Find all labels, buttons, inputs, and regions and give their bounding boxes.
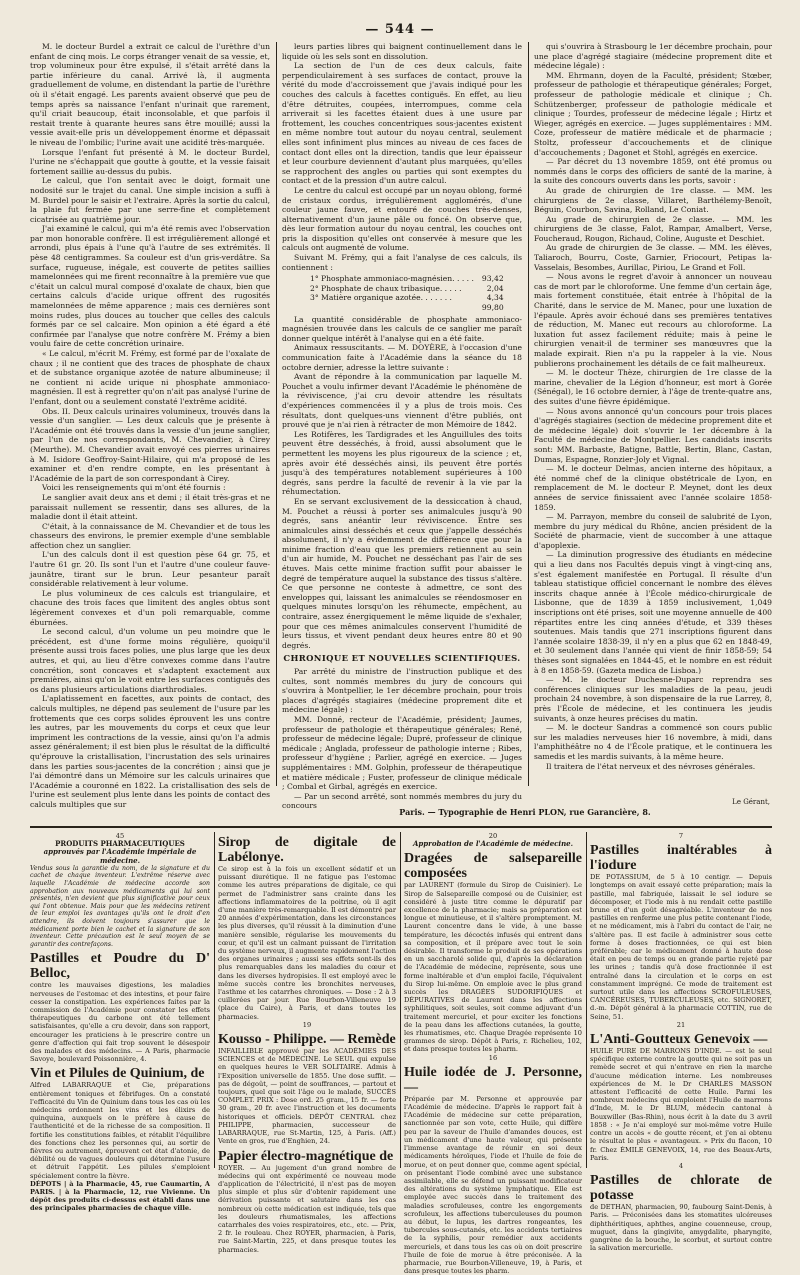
ad-subtitle: approuvés par l'Académie impériale de médecine.: [43, 847, 197, 865]
ad-heading-papier: Papier électro-magnétique de: [218, 1148, 394, 1164]
paragraph: L'un des calculs dont il est question pèse 64 gr. 75, et l'autre 61 gr. 20. Ils sont l'un et l'autre d'une couleur fauve-jaunâtre, tirant sur le brun. Leur pesanteur paraît considérable relativement à leur volume.: [30, 550, 270, 589]
footer-printer: Paris. — Typographie de Henri PLON, rue Garancière, 8.: [399, 807, 651, 817]
ad-number: 7: [678, 832, 684, 840]
paragraph: — M. le docteur Thèze, chirurgien de 1re classe de la marine, chevalier de la Légion d'honneur, est mort à Gorée (Sénégal), le 16 octobre dernier, à l'âge de trente-quatre ans, des suites d'une fièvre épidémique.: [534, 368, 772, 406]
page-number: — 544 —: [365, 22, 435, 37]
paragraph: — Par décret du 13 novembre 1859, ont été promus ou nommés dans le corps des officiers de santé de la marine, à la suite des concours ouverts dans les ports, savoir :: [534, 157, 772, 186]
paragraph: — Par un second arrêté, sont nommés membres du jury du concours: [282, 791, 522, 811]
ad-text-kousso: INFAILLIBLE approuvé par les ACADÉMIES DES SCIENCES et de MÉDECINE. Le SEUL qui expulse en quelques heures le VER SOLITAIRE. Admis à l'Exposition universelle de 1855. Une dose suffit. — pas de dégoût, — point de souffrances, — partout et toujours, quel que soit l'âge ou le malade, SUCCÈS COMPLET. PRIX : Dose ord. 25 gram., 15 fr. — forte 30 gram., 20 fr. avec l'instruction et les documents historiques et officiels. DÉPÔT CENTRAL chez PHILIPPE, pharmacien, successeur de LABARRAQUE, rue St-Martin, 125, à Paris. (Aff.) Vente en gros, rue d'Enghien, 24.: [218, 1047, 396, 1146]
composition-value: 4,34: [486, 293, 504, 303]
paragraph: J'ai examiné le calcul, qui m'a été remis avec l'observation par mon honorable confrère. Il est irrégulièrement allongé et arrondi, plus épais à l'une qu'à l'autre de ses extrémités. Il pèse 48 centigrammes. Sa couleur est d'un gris-verdâtre. Sa surface, rugueuse, inégale, est couverte de petites saillies mamelonnées qui me firent reconnaître à la première vue que c'était un calcul mural composé d'oxalate de chaux, bien que certains calculs d'acide urique offrent des rugosités mamelonnées de même apparence ; mais ces dernières sont moins rudes, plus douces au toucher que celles des calculs formés par ce sel calcaire. Mon opinion a été égard a été confirmée par l'analyse que notre confrère M. Frémy a bien voulu faire de cette concrétion urinaire.: [30, 224, 270, 349]
paragraph: — M. le docteur Sandras a commencé son cours public sur les maladies nerveuses hier 16 novembre, à midi, dans l'amphithéâtre no 4 de l'École pratique, et le continuera les samedis et les mardis suivants, à la même heure.: [534, 723, 772, 761]
paragraph: MM. Ehrmann, doyen de la Faculté, président; Stœber, professeur de pathologie et thérapeutique générales; Forget, professeur de pathologie médicale et clinique ; Ch. Schützenberger, professeur de pathologie médicale et clinique ; Tourdes, professeur de médecine légale ; Hirtz et Wieger, agrégés en exercice. — Juges supplémentaires : MM. Coze, professeur de matière médicale et de pharmacie ; Stoltz, professeur d'accouchements et de clinique d'accouchements ; Dagonet et Stohl, agrégés en exercice.: [534, 70, 772, 157]
ad-divider: [400, 832, 401, 1168]
ad-heading-huile-iodee: Huile iodée de J. Personne, —: [404, 1064, 582, 1095]
composition-value: 93,42: [481, 274, 504, 284]
ad-number: 19: [302, 1020, 312, 1029]
composition-row: [306, 274, 508, 284]
composition-label: 1° Phosphate ammoniaco-magnésien. . . . .: [310, 274, 474, 284]
paragraph: — M. le docteur Duchesne-Duparc reprendra ses conférences cliniques sur les maladies de la peau, jeudi prochain 24 novembre, à son dispensaire de la rue Larrey, 8, près l'École de médecine, et les continuera les jeudis suivants, à onze heures précises du matin.: [534, 675, 772, 723]
composition-value: 2,04: [486, 283, 504, 293]
paragraph: Par arrêté du ministre de l'instruction publique et des cultes, sont nommés membres du jury de concours qui s'ouvrira à Montpellier, le 1er décembre prochain, pour trois places d'agrégés stagiaires (médecine proprement dite et médecine légale) :: [282, 667, 522, 715]
ad-divider: [214, 832, 215, 1168]
paragraph: Suivant M. Frémy, qui a fait l'analyse de ces calculs, ils contiennent :: [282, 253, 522, 272]
paragraph: Obs. II. Deux calculs urinaires volumineux, trouvés dans la vessie d'un sanglier. — Les deux calculs que je présente à l'Académie ont été trouvés dans la vessie d'un jeune sanglier, par l'un de nos correspondants, M. Chevandier, à Cirey (Meurthe). M. Chevandier avait envoyé ces pierres urinaires à M. Isidore Geoffroy-Saint-Hilaire, qui m'a proposé de les examiner et d'en rendre compte, en les présentant à l'Académie de la part de son correspondant à Cirey.: [30, 406, 270, 483]
paragraph: M. le docteur Burdel a extrait ce calcul de l'urèthre d'un enfant de cinq mois. Le corps étranger venait de sa vessie, et, trop volumineux pour être expulsé, il s'était arrêté dans la partie inférieure du canal. Arrivé là, il augmenta graduellement de volume, en distendant la partie de l'urèthre où il s'était engagé. Les parents avaient observé que peu de temps après sa naissance l'enfant n'urinait que rarement, qu'il criait beaucoup, était inconsolable, et que parfois il restait trente à quarante heures sans être mouillé; aussi la vessie avait-elle pris un développement énorme et dépassait le niveau de l'ombilic; l'urine avait une acidité très-marquée.: [30, 42, 270, 147]
footer: [280, 798, 770, 817]
ad-subtitle: Approbation de l'Académie de médecine.: [412, 839, 574, 849]
ad-text-quinium: Alfred LABARRAQUE et Cie, préparations entièrement toniques et fébrifuges. On a constaté l'efficacité du Vin de Quinium dans tous les cas où les médecins ordonnent les vins et les élixirs de quinquina, auxquels on le préfère à cause de l'authenticité et de la richesse de sa composition. Il fortifie les constitutions faibles, et rétablit l'équilibre des fonctions chez les personnes qui, au sortir de fièvres ou autrement, éprouvent cet état d'atonie, de débilité ou de vagues douleurs qui détermine l'usure et détruit l'appétit. Les pilules s'emploient spécialement contre la fièvre.: [30, 1081, 210, 1180]
paragraph: En se servant exclusivement de la dessiccation à chaud, M. Pouchet a réussi à porter ses animalcules jusqu'à 90 degrés, sans anéantir leur réviviscence. Entre ses animalcules ainsi desséchés et ceux que j'appelle desséchés absolument, il n'y a évidemment de différence que pour la minime fraction d'eau que les premiers retiennent au sein d'un air humide, M. Pouchet ne desséchant pas l'air de ses étuves. Mais cette minime fraction suffit pour abaisser le degré de température auquel la substance des tissus s'altère. Ce que personne ne conteste à admettre, ce sont des enveloppes qui, laissant les animalcules se réendosmoser en quelques minutes lorsqu'on les réhumecte, empêchent, au contraire, assez énergiquement le même liquide de s'exhaler, pour que ces mêmes animalcules conservent l'humidité de leurs tissus, et vivent pendant deux heures entre 80 et 90 degrés.: [282, 496, 522, 650]
ad-text: Vendus sous la garantie du nom, de la signature et du cachet de chaque inventeur. L'extrême réserve avec laquelle l'Académie de médecine accorde son approbation aux nouveaux médicaments qui lui sont présentés, n'en devient que plus significative pour ceux qui l'ont obtenue. Mais pour que les médecins retirent de leur emploi les avantages qu'ils ont le droit d'en attendre, ils doivent toujours s'assurer que le médicament porte bien le cachet et la signature de son inventeur. Cette précaution est le seul moyen de se garantir des contrefaçons.: [30, 864, 210, 948]
ad-text-iodure: DE POTASSIUM, de 5 à 10 centigr. — Depuis longtemps on avait essayé cette préparation; mais la pastille, mal fabriquée, laissait le sel iodure se décomposer, et l'iode mis à nu rendait cette pastille brune et d'un goût désagréable. L'inventeur de nos pastilles en renferme une plus petite contenant l'iode, et ne médicament, mis à l'abri du contact de l'air, ne s'altère pas. Il est facile à administrer sous cette forme à doses fractionnées, ce qui est bien préférable; car le médicament donné à haute dose était en peu de temps ou en grande partie rejeté par les urines ; tandis qu'à dose fractionnée il est entraîné dans la circulation et le corps en est constamment imprégné. Ce mode de traitement est surtout utile dans les affections SCROFULEUSES, CANCÉREUSES, TUBERCULEUSES, etc. SIGNORET, d.-m. Dépôt général à la pharmacie COTTIN, rue de Seine, 51.: [590, 873, 772, 1021]
composition-row: [306, 284, 508, 294]
paragraph: qui s'ouvrira à Strasbourg le 1er décembre prochain, pour une place d'agrégé stagiaire (médecine proprement dite et médecine légale) :: [534, 42, 772, 71]
paragraph: — M. Parrayon, membre du conseil de salubrité de Lyon, membre du jury médical du Rhône, ancien président de la Société de pharmacie, vient de succomber à une attaque d'apoplexie.: [534, 512, 772, 550]
composition-row: [306, 293, 508, 303]
ad-heading-dragees: Dragées de salsepareille composées: [404, 851, 582, 882]
ad-text-belloc: contre les mauvaises digestions, les maladies nerveuses de l'estomac et des intestins, et pour faire cesser la constipation. Les expériences faites par la commission de l'Académie pour constater les effets thérapeutiques du carbone ont été tellement satisfaisantes, qu'elle a cru devoir, dans son rapport, encourager les praticiens à le prescrire contre un genre d'affection qui fait trop souvent le désespoir des malades et des médecins. — A Paris, pharmacie Savoye, boulevard Poissonnière, 4.: [30, 981, 210, 1064]
ad-heading-kousso: Kousso - Philippe. — Remède: [218, 1032, 396, 1048]
paragraph: — Nous avons annoncé qu'un concours pour trois places d'agrégés stagiaires (section de médecine proprement dite et de médecine légale) doit s'ouvrir le 1er décembre à la Faculté de médecine de Montpellier. Les candidats inscrits sont: MM. Barbaste, Batigne, Battle, Bertin, Blanc, Castan, Dumas, Espagne, Ronzier-Joly et Vignal.: [534, 406, 772, 464]
ad-heading-anti-goutteux: L'Anti-Goutteux Genevoix —: [590, 1032, 768, 1048]
composition-value: 99,80: [481, 303, 504, 313]
ad-column-2: [218, 832, 396, 1254]
paragraph: — La diminution progressive des étudiants en médecine qui a lieu dans nos Facultés depuis vingt à vingt-cinq ans, s'est également manifestée en Portugal. Il résulte d'un tableau statistique officiel concernant le nombre des élèves inscrits chaque année à l'École médico-chirurgicale de Lisbonne, que de 1839 à 1859 inclusivement, 1,049 inscriptions ont été prises, soit une moyenne annuelle de 400 répartites entre les cinq années d'étude, et 339 thèses soutenues. Mais tandis que 271 inscriptions figurent dans l'année scolaire 1838-39, il n'y en a plus que 62 en 1848-49, et 30 seulement dans l'année qui vient de finir 1858-59; 54 thèses sont signalées en 1844-45, et le nombre en est réduit à 8 en 1858-59. (Gazeta medica de Lisboa.): [534, 550, 772, 675]
paragraph: La quantité considérable de phosphate ammoniaco-magnésien trouvée dans les calculs de ce sanglier me paraît donner quelque intérêt à l'analyse qui en a été faite.: [282, 314, 522, 343]
paragraph: MM. Donné, recteur de l'Académie, président; Jaumes, professeur de pathologie et thérapeutique générales; René, professeur de médecine légale; Dupré, professeur de clinique médicale ; Anglada, professeur de pathologie interne ; Ribes, professeur d'hygiène ; Parlier, agrégé en exercice. — Juges supplémentaires : MM. Golphin, professeur de thérapeutique et matière médicale ; Fuster, professeur de clinique médicale ; Combal et Girbal, agrégés en exercice.: [282, 714, 522, 792]
ad-column-4: [590, 832, 772, 1253]
paragraph: Lorsque l'enfant fut présenté à M. le docteur Burdel, l'urine ne s'échappait que goutte à goutte, et la vessie faisait fortement saillie au-dessus du pubis.: [30, 147, 270, 176]
paragraph: Au grade de chirurgien de 2e classe. — MM. les chirurgiens de 3e classe, Falot, Rampar, Amalbert, Verse, Foucheraud, Rougon, Richaud, Coline, Auguste et Deschiet.: [534, 214, 772, 243]
paragraph: Le second calcul, d'un volume un peu moindre que le précédent, est d'une forme moins régulière, quoiqu'il présente aussi trois faces polies, une plus large que les deux autres, et qui, au lieu d'être convexes comme dans l'autre concrétion, sont concaves et s'adaptent exactement aux premières, ainsi qu'on le voit entre les surfaces contiguës des os dans plusieurs articulations diarthrodiales.: [30, 627, 270, 694]
ad-heading-iodure: Pastilles inaltérables à l'iodure: [590, 843, 772, 874]
paragraph: Au grade de chirurgien de 3e classe. — MM. les élèves, Taliaroch, Bourru, Coste, Garnier, Friocourt, Petipas la-Vasselais, Besombes, Aurillac, Piriou, Le Grand et Foll.: [534, 243, 772, 272]
ad-divider: [586, 832, 587, 1168]
ad-text-papier: ROYER. — Au jugement d'un grand nombre de médecins qui ont expérimenté ce nouveau mode d'application de l'électricité, il n'est pas de moyen plus simple et plus sûr d'obtenir rapidement une dérivation puissante et salutaire dans les cas nombreux où cette médication est indiquée, tels que les douleurs rhumatismales, les affections catarrhales des voies respiratoires, etc., etc. — Prix, 2 fr. le rouleau. Chez ROYER, pharmacien, à Paris, rue Saint-Martin, 225, et dans presque toutes les pharmacies.: [218, 1163, 396, 1254]
column-2: [282, 42, 522, 811]
composition-label: [306, 303, 478, 313]
paragraph: Au grade de chirurgien de 1re classe. — MM. les chirurgiens de 2e classe, Villaret, Barthélemy-Benoît, Béguin, Courbon, Savina, Rolland, Le Coniat.: [534, 185, 772, 215]
paragraph: Voici les renseignements qui m'ont été fournis :: [42, 483, 226, 493]
composition-label: 2° Phosphate de chaux tribasique. . . . .: [310, 283, 462, 293]
column-divider: [528, 42, 529, 786]
column-divider: [276, 42, 277, 786]
paragraph: Les Rotifères, les Tardigrades et les Anguillules des toits peuvent être desséchés, à froid, aussi absolument que le permettent les moyens les plus rigoureux de la science ; et, après avoir été desséchés ainsi, ils peuvent être portés jusqu'à des températures notablement supérieures à 100 degrés, sans perdre la faculté de revenir à la vie par la réhumectation.: [282, 429, 522, 497]
ad-heading-digitale: Sirop de digitale de Labélonye.: [218, 835, 396, 865]
paragraph: La section de l'un de ces deux calculs, faite perpendiculairement à ses surfaces de contact, prouve la vérité du mode d'accroissement que j'avais indiqué pour les couches des calculs à facettes contiguës. En effet, au lieu d'être détruites, coupées, interrompues, comme cela arriverait si les facettes étaient dues à une usure par frottement, les couches concentriques sous-jacentes existent en même nombre tout autour du noyau central, seulement elles sont infiniment plus minces au niveau de ces faces de contact dont elles ont la direction, tandis que leur épaisseur et leur courbure deviennent d'autant plus marquées, qu'elles se rapprochent des angles ou parties qui sont exemptes du contact et de la pression d'un autre calcul.: [282, 61, 522, 186]
paragraph: leurs parties libres qui baignent continuellement dans le liquide où les sels sont en dissolution.: [282, 42, 522, 61]
ad-title: PRODUITS PHARMACEUTIQUES: [55, 839, 185, 849]
paragraph: L'aplatissement en facettes, aux points de contact, des calculs multiples, ne dépend pas seulement de l'usure par les frottements que ces corps solides éprouvent les uns contre les autres, par les mouvements du corps et ceux que leur impriment les contractions de la vessie, ainsi qu'on l'a admis assez généralement; il est bien plus le résultat de la difficulté qu'éprouve la cristallisation, l'incrustation des sels urinaires dans les parties sous-jacentes de la concrétion ; ainsi que je l'ai démontré dans un Mémoire sur les calculs urinaires que l'Académie a couronné en 1822. La cristallisation des sels de l'urine est seulement plus lente dans les points de contact des calculs multiples que sur: [30, 694, 270, 809]
paragraph: — Nous avons le regret d'avoir à annoncer un nouveau cas de mort par le chloroforme. Une femme d'un certain âge, mais fortement constituée, était entrée à l'hôpital de la Charité, dans le service de M. Manec, pour une luxation de l'épaule. Après avoir échoué dans ses premières tentatives de réduction, M. Manec eut recours au chloroforme. La luxation fut assez facilement réduite; mais à peine le chirurgien venait-il de terminer ses manœuvres que la malade expirait. Rien n'a pu la rappeler à la vie. Nous publierons prochainement les détails de ce fait malheureux.: [534, 272, 772, 368]
ad-text-huile-iodee: Préparée par M. Personne et approuvée par l'Académie de médecine. D'après le rapport fait à l'Académie de médecine sur cette préparation, sanctionnée par son vote, cette Huile, qui diffère peu par la saveur de l'huile d'amandes douces, est un médicament d'une haute valeur, qui présente l'immense avantage de réunir en soi deux médicaments héroïques, l'iode et l'huile de foie de morue, et on peut donner que, comme agent spécial, on présentant l'iode combiné avec une substance assimilable, elle se défend un puissant modificateur des altérations du système lymphatique. Elle est employée avec succès dans le traitement des maladies scrofuleuses, contre les engorgements scrofuleux, les affections tuberculeuses du poumon au début, le lupus, les dartres rongeantes, les tubercules sous-cutanés, etc. les accidents tertiaires de la syphilis, pour remédier aux accidents mercuriels, et dans tous les cas où on doit prescrire l'huile de foie de morue à être préconisée. A la pharmacie, rue Bourbon-Villeneuve, 19, à Paris, et dans presque toutes les pharm.: [404, 1094, 582, 1275]
paragraph: Le sanglier avait deux ans et demi ; il était très-gras et ne paraissait nullement se ressentir, dans ses allures, de la maladie dont il était atteint.: [30, 492, 270, 522]
ad-heading-chlorate: Pastilles de chlorate de potasse: [590, 1173, 772, 1204]
ad-column-3: [404, 832, 582, 1275]
ad-heading-belloc: Pastilles et Poudre du D' Belloc,: [30, 951, 210, 982]
ad-number: 16: [488, 1053, 498, 1062]
paragraph: Le calcul, que l'on sentait avec le doigt, formait une nodosité sur le trajet du canal. Une simple incision a suffi à M. Burdel pour le saisir et l'extraire. Après la sortie du calcul, la plaie fut fermée par une serre-fine et complètement cicatrisée au quatrième jour.: [30, 176, 270, 224]
paragraph: Il traitera de l'état nerveux et des névroses générales.: [546, 761, 756, 771]
composition-table: [306, 274, 508, 312]
paragraph: Avant de répondre à la communication par laquelle M. Pouchet a voulu infirmer devant l'Académie le phénomène de la réviviscence, j'ai cru devoir attendre les résultats d'expériences commencées il y a plus de trois mois. Ces résultats, dont quelques-uns viennent d'être publiés, ont prouvé que je n'ai rien à rétracter de mon Mémoire de 1842.: [282, 372, 522, 430]
composition-label: 3° Matière organique azotée. . . . . . .: [310, 293, 452, 303]
ad-heading-quinium: Vin et Pilules de Quinium, de: [30, 1066, 205, 1082]
paragraph: « Le calcul, m'écrit M. Frémy, est formé par de l'oxalate de chaux ; il ne contient que des traces de phosphate de chaux et de substance organique azotée de nature albumineuse; il ne contient ni acide urique ni phosphate ammoniaco-magnésien. Il est à regretter qu'on n'ait pas analysé l'urine de l'enfant, dont ou a seulement constaté l'extrême acidité.: [30, 349, 270, 406]
column-3: [534, 42, 772, 786]
paragraph: Le plus volumineux de ces calculs est triangulaire, et chacune des trois faces que limitent des angles obtus sont légèrement convexes et d'un poli remarquable, comme éburnées.: [30, 588, 270, 627]
ad-number: 21: [676, 1020, 686, 1029]
ad-depots: DÉPOTS | à la Pharmacie, 45, rue Caumartin, A PARIS. | à la Pharmacie, 12, rue Vivienne. Un dépôt des produits ci-dessus est établi dans une des principales pharmacies de chaque ville.: [30, 1179, 210, 1213]
section-title: CHRONIQUE ET NOUVELLES SCIENTIFIQUES.: [283, 653, 521, 664]
ad-text-chlorate: de DETHAN, pharmacien, 90, faubourg Saint-Denis, à Paris. — Préconisées dans les stomatites ulcéreuses diphthéritiques, aphthes, angine couenneuse, croup, muguet, dans la gingivite, amygdalite, pharyngite, gangrène de la bouche, le scorbut, et surtout contre la salivation mercurielle.: [590, 1203, 772, 1253]
ads-top-rule: [30, 826, 772, 828]
ad-text-anti-goutteux: HUILE PURE DE MARRONS D'INDE. — est le seul spécifique externe contre la goutte qui ne soit pas un remède secret et qui n'entrave en rien la marche d'aucune médication interne. Les nombreuses expériences de M. le Dr CHARLES MASSON attestent l'efficacité de cette Huile. Parmi les nombreux médecins qui emploient l'Huile de marrons d'Inde, M. le Dr BLUM, médecin cantonal à Bouxwiller (Bas-Rhin), nous écrit à la date du 3 avril 1858 : « Je n'ai employé sur moi-même votre Huile contre un accès « de goutte récent, et j'en ai obtenu le résultat le plus « avantageux. » Prix du flacon, 10 fr. Chez ÉMILE GENEVOIX, 14, rue des Beaux-Arts, Paris.: [590, 1047, 772, 1162]
ad-number: 20: [488, 832, 498, 840]
ad-column-1: [30, 832, 210, 1213]
paragraph: Animaux ressuscitants. — M. DOYÈRE, à l'occasion d'une communication faite à l'Académie dans la séance du 18 octobre dernier, adresse la lettre suivante :: [282, 343, 522, 372]
ad-text-digitale: Ce sirop est à la fois un excellent sédatif et un puissant diurétique. Il ne fatigue pas l'estomac comme les autres préparations de digitale, ce qui permet de l'administrer sans crainte dans les affections inflammatoires de la poitrine, où il agit d'une manière très-remarquable. Il est démontré par 20 années d'expérimentation, dans les circonstances les plus diverses, qu'il réussit à la diminution d'une manière sensible, régularise les mouvements du cœur, et qu'il est un calmant puissant de l'irritation du système nerveux, il augmente rapidement l'action des organes urinaires ; aussi ses effets sont-ils des plus remarquables dans les maladies du cœur et dans les diverses hydropisies. Il est employé avec le même succès contre les bronchites nerveuses, l'asthme et les catarrhes chroniques. — Dose : 2 à 3 cuillerées par jour. Rue Bourbon-Villeneuve 19 (place du Caire), à Paris, et dans toutes les pharmacies.: [218, 865, 396, 1021]
ad-number: 45: [115, 832, 125, 840]
composition-row: [306, 303, 508, 313]
paragraph: C'était, à la connaissance de M. Chevandier et de tous les chasseurs des environs, le premier exemple d'une semblable affection chez un sanglier.: [30, 521, 270, 550]
footer-gerant: Le Gérant,: [732, 798, 770, 806]
paragraph: Le centre du calcul est occupé par un noyau oblong, formé de cristaux cordus, irrégulièrement agglomérés, d'une couleur jaune fauve, et entouré de couches très-denses, alternativement d'un jaune pâle ou foncé. On observe que, dès leur formation autour du noyau central, les couches ont pris la disposition qu'elles ont conservée à mesure que les calculs ont augmenté de volume.: [282, 185, 522, 253]
ad-text-dragees: par LAURENT (formule du Sirop de Cuisinier). Le Sirop de Salsepareille composé ou de Cuisinier, est considéré à juste titre comme le dépuratif par excellence de la pharmacie; mais sa préparation est longue et minutieuse, et il s'altère promptement. M. Laurent concentre dans le vide, à une basse température, les décoctés infusés qui entrent dans sa composition, et il prépare avec tout le soin désirable. Il transforme le produit de ses opérations en un saccharolé solide qui, d'après la déclaration de l'Académie de médecine, représente, sous une forme inaltérable et d'un emploi facile, l'équivalent du Sirop lui-même. On emploie avec le plus grand succès les DRAGÉES SUDORIFIQUES et DÉPURATIVES de Laurent dans les affections syphilitiques, soit seules, soit comme adjuvant d'un traitement mercuriel, et pour exciter les fonctions de la peau dans les affections cutanées, la goutte, les rhumatismes, etc. Chaque Dragée représente 10 grammes de sirop. Dépôt à Paris, r. Richelieu, 102, et dans presque toutes les pharm.: [404, 881, 582, 1054]
column-1: [30, 42, 270, 809]
paragraph: — M. le docteur Delmas, ancien interne des hôpitaux, a été nommé chef de la clinique obstétricale de Lyon, en remplacement de M. le docteur P. Meynet, dont les deux années de service finissaient avec l'année scolaire 1858-1859.: [534, 464, 772, 512]
ad-number: 4: [678, 1161, 684, 1170]
